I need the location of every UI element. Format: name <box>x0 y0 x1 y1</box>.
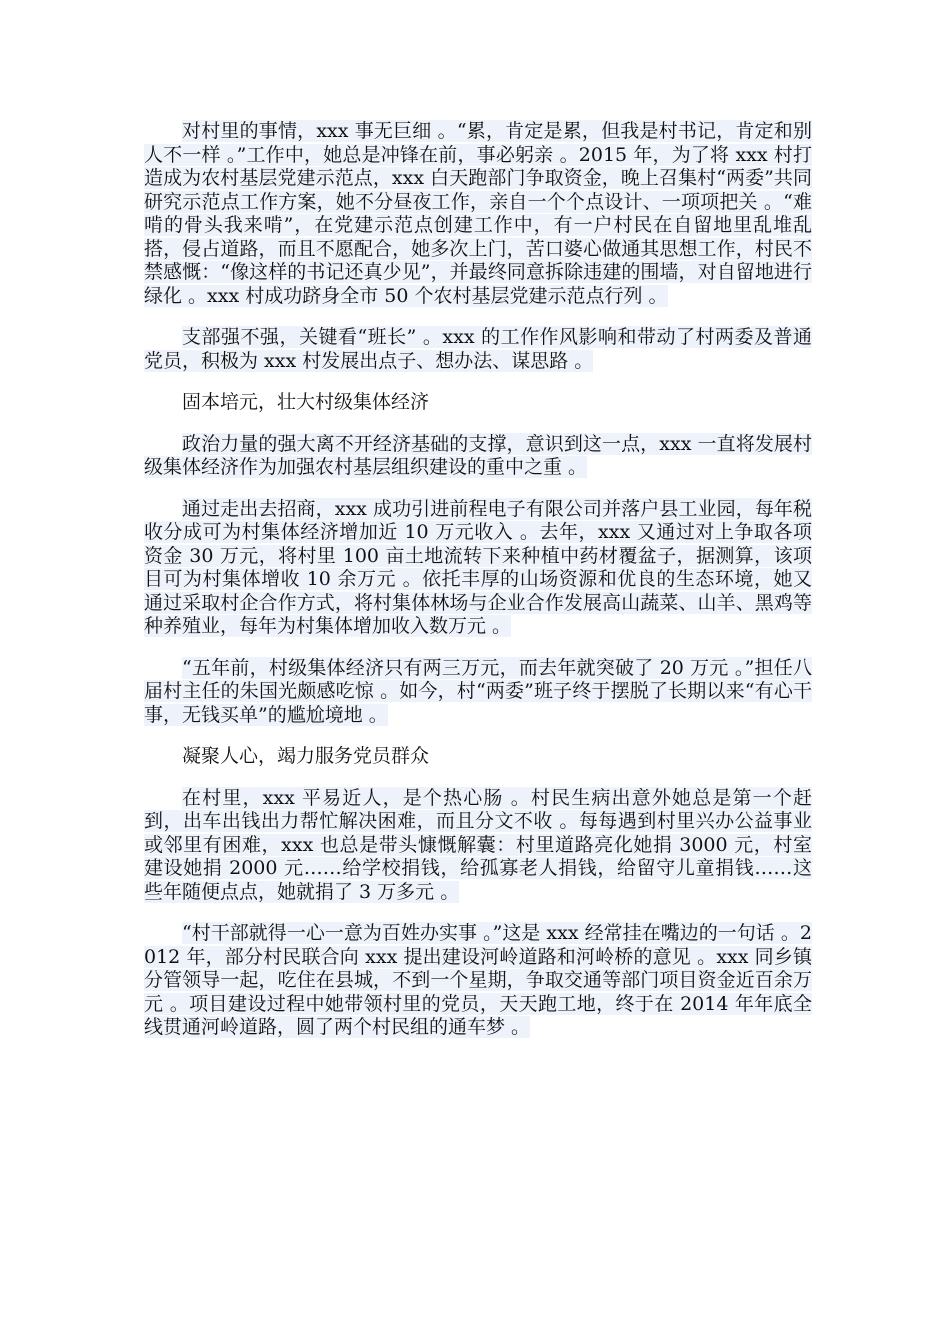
section-heading-economy <box>144 391 812 415</box>
paragraph-6 <box>144 787 812 905</box>
paragraph-5 <box>144 657 812 728</box>
paragraph-6-text: 在村里，xxx 平易近人，是个热心肠 。村民生病出意外她总是第一个赶到，出车出钱出力帮忙解决困难，而且分文不收 。每每遇到村里兴办公益事业或邻里有困难，xxx 也总是带头慷慨解囊：村里道路亮化她捐 3000 元，村室建设她捐 2000 元……给学校捐钱，给孤寡老人捐钱，给留守儿童捐钱……这些年随便点点，她就捐了 3 万多元 。 <box>144 786 812 903</box>
section-heading-economy-text: 固本培元，壮大村级集体经济 <box>182 391 430 413</box>
paragraph-1-text: 对村里的事情，xxx 事无巨细 。“累，肯定是累，但我是村书记，肯定和别人不一样 。”工作中，她总是冲锋在前，事必躬亲 。2015 年，为了将 xxx 村打造成为农村基层党建示范点，xxx 白天跑部门争取资金，晚上召集村“两委”共同研究示范点工作方案，她不分昼夜工作，亲自一个个点设计、一项项把关 。“难啃的骨头我来啃”，在党建示范点创建工作中，有一户村民在自留地里乱堆乱搭，侵占道路，而且不愿配合，她多次上门，苦口婆心做通其思想工作，村民不禁感慨：“像这样的书记还真少见”，并最终同意拆除违建的围墙，对自留地进行绿化 。xxx 村成功跻身全市 50 个农村基层党建示范点行列 。 <box>144 120 812 307</box>
paragraph-4 <box>144 498 812 639</box>
paragraph-2 <box>144 326 812 373</box>
section-heading-service-text: 凝聚人心，竭力服务党员群众 <box>182 745 430 767</box>
paragraph-7-text: “村干部就得一心一意为百姓办实事 。”这是 xxx 经常挂在嘴边的一句话 。2012 年，部分村民联合向 xxx 提出建设河岭道路和河岭桥的意见 。xxx 同乡镇分管领导一起，吃住在县城，不到一个星期，争取交通等部门项目资金近百余万元 。项目建设过程中她带领村里的党员，天天跑工地，终于在 2014 年年底全线贯通河岭道路，圆了两个村民组的通车梦 。 <box>144 922 812 1038</box>
paragraph-2-text: 支部强不强，关键看“班长” 。xxx 的工作作风影响和带动了村两委及普通党员，积极为 xxx 村发展出点子、想办法、谋思路 。 <box>144 326 812 372</box>
section-heading-service <box>144 745 812 769</box>
paragraph-5-text: “五年前，村级集体经济只有两三万元，而去年就突破了 20 万元 。”担任八届村主任的朱国光颇感吃惊 。如今，村“两委”班子终于摆脱了长期以来“有心干事，无钱买单”的尴尬境地 。 <box>144 656 812 726</box>
paragraph-7 <box>144 922 812 1040</box>
paragraph-4-text: 通过走出去招商，xxx 成功引进前程电子有限公司并落户县工业园，每年税收分成可为村集体经济增加近 10 万元收入 。去年，xxx 又通过对上争取各项资金 30 万元，将村里 100 亩土地流转下来种植中药材覆盆子，据测算，该项目可为村集体增收 10 余万元 。依托丰厚的山场资源和优良的生态环境，她又通过采取村企合作方式，将村集体林场与企业合作发展高山蔬菜、山羊、黑鸡等种养殖业，每年为村集体增加收入数万元 。 <box>144 497 812 637</box>
document-page <box>144 120 812 1058</box>
paragraph-3-text: 政治力量的强大离不开经济基础的支撑，意识到这一点，xxx 一直将发展村级集体经济作为加强农村基层组织建设的重中之重 。 <box>144 432 812 478</box>
paragraph-1 <box>144 120 812 308</box>
paragraph-3 <box>144 433 812 480</box>
